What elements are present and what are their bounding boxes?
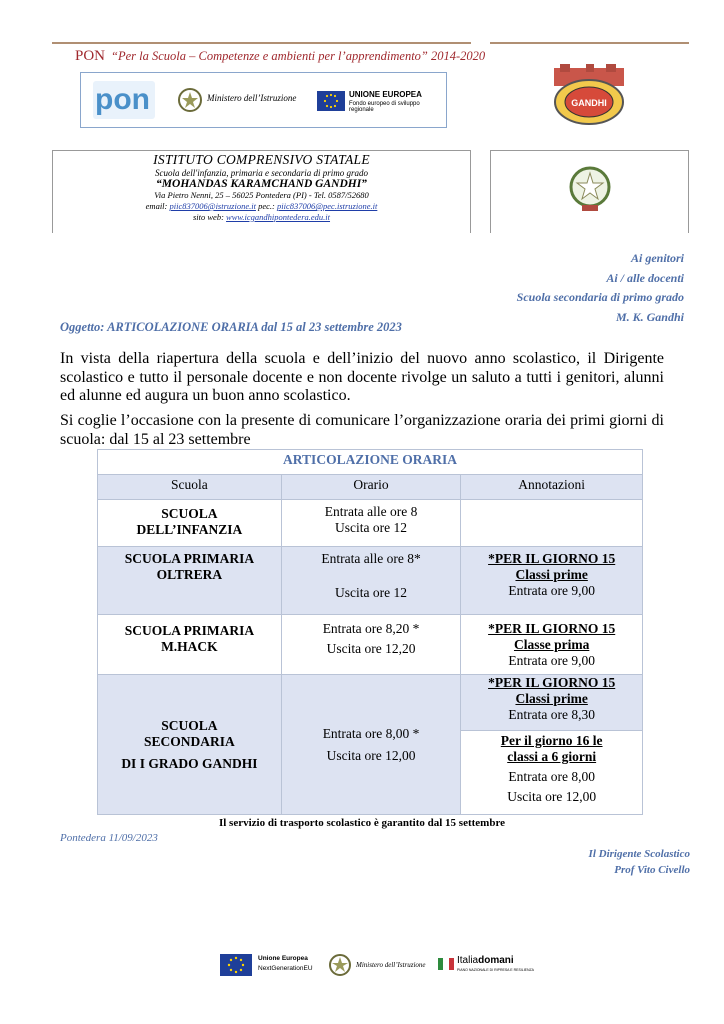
transport-note: Il servizio di trasporto scolastico è garantito dal 15 settembre [218, 817, 506, 829]
eu-flag-icon [220, 954, 252, 976]
column-header: Scuola [98, 475, 282, 500]
pon-logo-text: pon [95, 83, 150, 116]
footer-pnrr: PIANO NAZIONALE DI RIPRESA E RESILIENZA [457, 968, 535, 972]
italian-republic-emblem-icon [177, 87, 203, 113]
ministry-label: Ministero dell’Istruzione [207, 93, 297, 103]
school-logo-text: GANDHI [571, 98, 607, 108]
table-row: SCUOLA PRIMARIA OLTRERA Entrata alle ore 8* Uscita ore 12 *PER IL GIORNO 15 Classi prime Entrata ore 9,00 [98, 547, 643, 615]
institute-header [52, 150, 471, 233]
eu-flag-icon [317, 91, 345, 111]
logos-banner [80, 72, 447, 128]
eu-fund: Fondo europeo di sviluppo regionale [349, 101, 420, 113]
institute-title: ISTITUTO COMPRENSIVO STATALE [153, 152, 370, 167]
footer-italiadomani: Italiadomani [457, 955, 514, 966]
recipients: Ai genitori Ai / alle docenti Scuola secondaria di primo grado M. K. Gandhi [516, 251, 684, 324]
pon-title: “Per la Scuola – Competenze e ambienti per l’apprendimento” 2014-2020 [111, 49, 486, 63]
subject-line: Oggetto: ARTICOLAZIONE ORARIA dal 15 al 23 settembre 2023 [60, 320, 402, 334]
emblem-box [490, 150, 689, 233]
institute-contacts: email: piic837006@istruzione.it pec.: piic837006@pec.istruzione.it [145, 201, 378, 211]
italian-flag-icon [438, 958, 454, 970]
table-title: ARTICOLAZIONE ORARIA [98, 450, 643, 475]
pon-label: PON [75, 48, 106, 64]
header-rule-right [490, 42, 689, 44]
italian-republic-emblem-icon [568, 165, 612, 213]
column-header: Annotazioni [461, 475, 643, 500]
eu-title: UNIONE EUROPEA [349, 90, 422, 99]
school-logo [546, 64, 632, 130]
body-paragraph: Si coglie l’occasione con la presente di comunicare l’organizzazione oraria dei primi giorni di scuola: dal 15 al 23 settembre [60, 412, 664, 448]
institute-address: Via Pietro Nenni, 25 – 56025 Pontedera (PI) - Tel. 0587/52680 [154, 190, 369, 200]
footer-ministry: Ministero dell’Istruzione [356, 961, 426, 969]
table-row: Per il giorno 16 le classi a 6 giorni Entrata ore 8,00 Uscita ore 12,00 [98, 731, 643, 815]
table-row: SCUOLA PRIMARIA M.HACK Entrata ore 8,20 * Uscita ore 12,20 *PER IL GIORNO 15 Classe prima Entrata ore 9,00 [98, 615, 643, 675]
italian-republic-emblem-icon [328, 953, 352, 977]
letter-date: Pontedera 11/09/2023 [60, 832, 158, 844]
header-rule [52, 42, 471, 44]
pon-title-line [75, 48, 485, 65]
email-link[interactable]: piic837006@istruzione.it [169, 201, 256, 211]
footer-eu-label: Unione Europea [258, 955, 308, 962]
institute-subtitle: Scuola dell'infanzia, primaria e secondaria di primo grado [155, 168, 368, 178]
schedule-table [97, 449, 643, 815]
table-row: SCUOLA DELL’INFANZIA Entrata alle ore 8 Uscita ore 12 [98, 500, 643, 547]
signature: Il Dirigente Scolastico Prof Vito Civello [588, 848, 690, 876]
footer-eu-sub: NextGenerationEU [258, 965, 313, 972]
pec-link[interactable]: piic837006@pec.istruzione.it [276, 201, 378, 211]
column-header: Orario [281, 475, 461, 500]
institute-name: “MOHANDAS KARAMCHAND GANDHI” [156, 178, 367, 190]
table-row: SCUOLA SECONDARIA DI I GRADO GANDHI Entrata ore 8,00 * Uscita ore 12,00 *PER IL GIORNO 15 Classi prime Entrata ore 8,30 [98, 675, 643, 731]
body-paragraph: In vista della riapertura della scuola e dell’inizio del nuovo anno scolastico, il Dirigente scolastico e tutto il personale docente e non docente rivolge un saluto a tutti i genitori, alunni ed alunne ed augura un buon anno scolastico. [60, 350, 664, 404]
institute-site: sito web: www.icgandhipontedera.edu.it [192, 212, 331, 222]
website-link[interactable]: www.icgandhipontedera.edu.it [226, 212, 331, 222]
